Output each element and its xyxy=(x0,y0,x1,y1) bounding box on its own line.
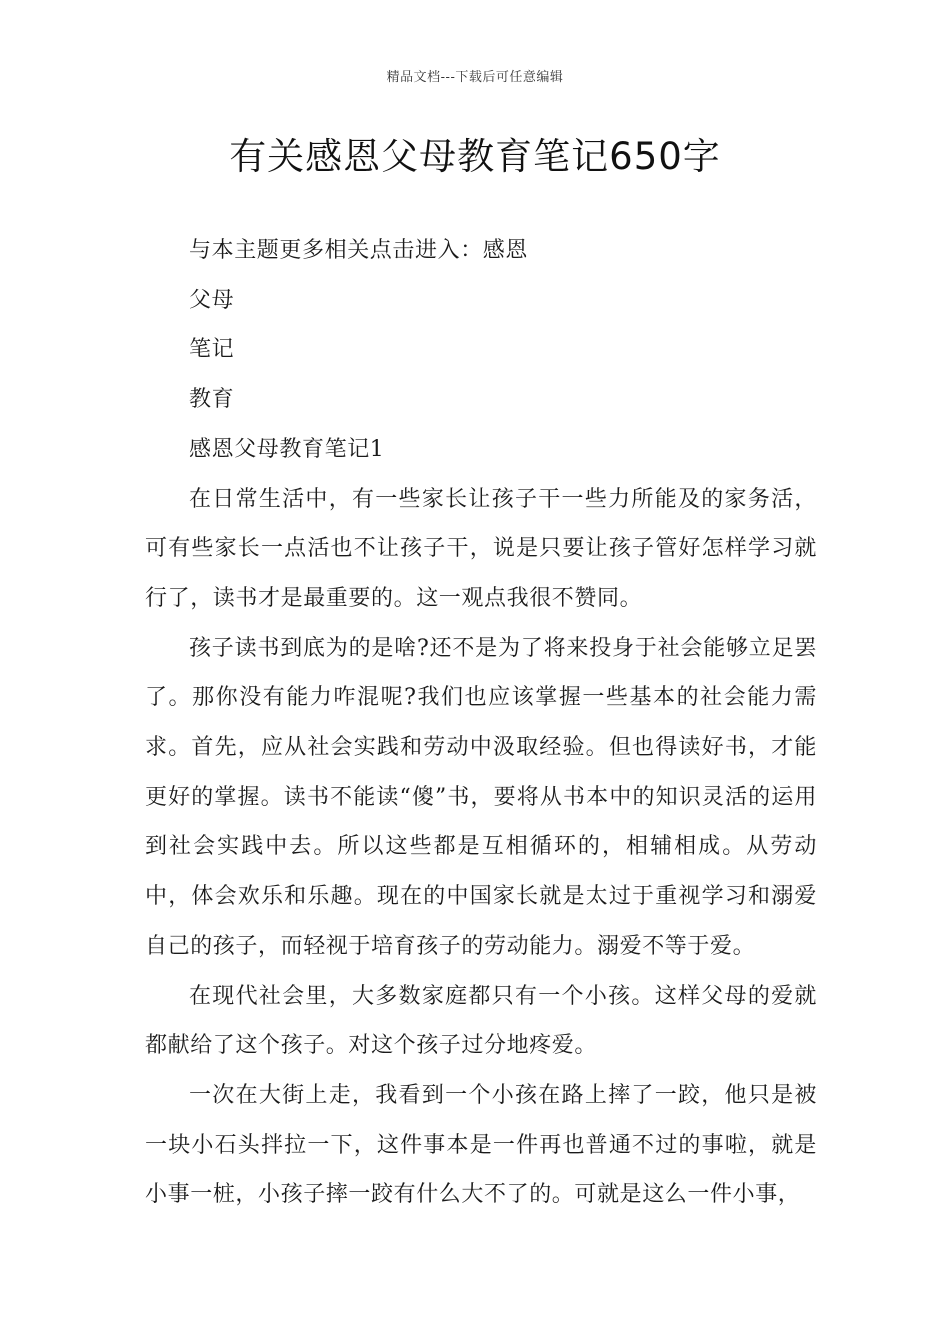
paragraph: 在现代社会里，大多数家庭都只有一个小孩。这样父母的爱就都献给了这个孩子。对这个孩子过分地疼爱。 xyxy=(145,983,817,1059)
paragraph: 在日常生活中，有一些家长让孩子干一些力所能及的家务活，可有些家长一点活也不让孩子干，说是只要让孩子管好怎样学习就行了，读书才是最重要的。这一观点我很不赞同。 xyxy=(145,486,817,611)
topic-tag-education: 教育 xyxy=(189,387,235,413)
document-title: 有关感恩父母教育笔记650字 xyxy=(229,135,721,178)
topic-tag-notes: 笔记 xyxy=(189,337,235,363)
topic-tag-parents: 父母 xyxy=(189,287,235,313)
paragraph: 一次在大街上走，我看到一个小孩在路上摔了一跤，他只是被一块小石头拌拉一下，这件事本是一件再也普通不过的事啦，就是小事一桩，小孩子摔一跤有什么大不了的。可就是这么一件小事， xyxy=(145,1082,817,1208)
document-body xyxy=(145,226,817,1220)
related-topics-line: 与本主题更多相关点击进入：感恩 xyxy=(189,238,529,263)
paragraph: 孩子读书到底为的是啥?还不是为了将来投身于社会能够立足罢了。那你没有能力咋混呢?我们也应该掌握一些基本的社会能力需求。首先，应从社会实践和劳动中汲取经验。但也得读好书，才能更好的掌握。读书不能读“傻”书，要将从书本中的知识灵活的运用到社会实践中去。所以这些都是互相循环的，相辅相成。从劳动中，体会欢乐和乐趣。现在的中国家长就是太过于重视学习和溺爱自己的孩子，而轻视于培育孩子的劳动能力。溺爱不等于爱。 xyxy=(145,635,817,959)
section-heading: 感恩父母教育笔记1 xyxy=(189,436,385,462)
header-note: 精品文档---下载后可任意编辑 xyxy=(386,70,564,85)
